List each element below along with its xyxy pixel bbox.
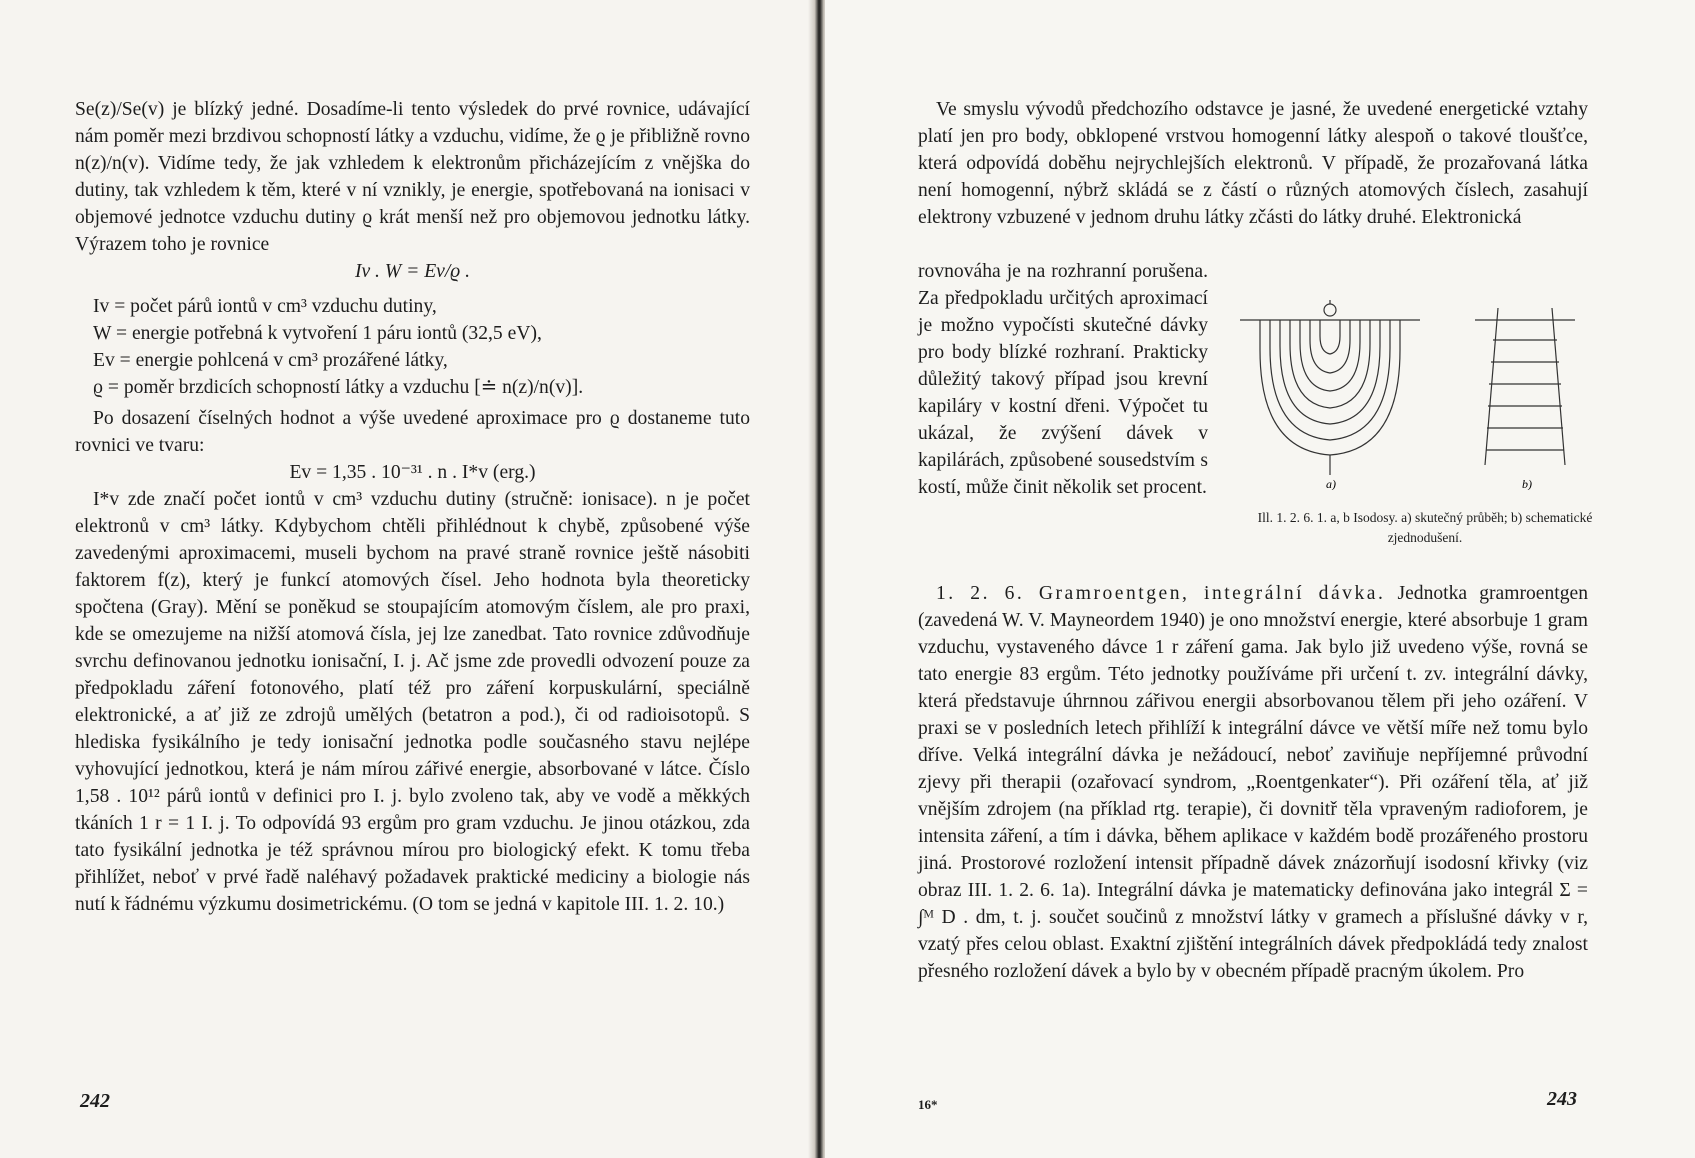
figure-label-a: a)	[1326, 477, 1336, 490]
isodose-panel-a	[1240, 300, 1420, 475]
figure-caption: Ill. 1. 2. 6. 1. a, b Isodosy. a) skutečný průběh; b) schematické zjednodušení.	[1257, 510, 1593, 545]
isodose-diagram	[1230, 300, 1615, 490]
left-page	[0, 0, 815, 1158]
left-paragraph-1: Se(z)/Se(v) je blízký jedné. Dosadíme-li tento výsledek do prvé rovnice, udávající nám poměr mezi brzdivou schopností látky a vzduchu, vidíme, že ϱ je přibližně rovno n(z)/n(v). Vidíme tedy, že jak vzhledem k elektronům přicházejícím z vnějška do dutiny, tak vzhledem k těm, které v ní vznikly, je energie, spotřebovaná na ionisaci v objemové jednotce vzduchu dutiny ϱ krát menší než pro objemovou jednotku látky. Výrazem toho je rovnice	[75, 99, 750, 255]
right-paragraph-1: Ve smyslu vývodů předchozího odstavce je jasné, že uvedené energetické vztahy platí jen pro body, obklopené vrstvou homogenní látky alespoň o takové tloušťce, která odpovídá doběhu nejrychlejších elektronů. V případě, že prozařovaná látka není homogenní, nýbrž skládá se z částí o různých atomových číslech, zasahují elektrony vzbuzené v jednom druhu látky zčásti do látky druhé. Elektronická	[918, 99, 1588, 228]
page-number-right: 243	[1547, 1088, 1577, 1110]
right-paragraph-2	[918, 580, 1588, 985]
page-number-left: 242	[80, 1090, 110, 1112]
right-paragraph-2-body: Jednotka gramroentgen (zavedená W. V. Mayneordem 1940) je ono množství energie, které absorbuje 1 gram vzduchu, vystaveného dávce 1 r záření gama. Jak bylo již uvedeno výše, rovná se tato energie 83 ergům. Této jednotky používáme při určení t. zv. integrální dávky, která představuje úhrnnou zářivou energii absorbovanou tělem při jeho ozáření. V praxi se v posledních letech přihlíží k integrální dávce ve větší míře než tomu bylo dříve. Velká integrální dávka je nežádoucí, neboť zaviňuje nepříjemné průvodní zjevy při therapii (ozařovací syndrom, „Roentgenkater“). Při ozáření těla, ať již vnějším zdrojem (na příklad rtg. terapie), či dovnitř těla vpraveným radioforem, je intensita záření, a tím i dávka, během aplikace v každém bodě prozářeného prostoru jiná. Prostorové rozložení intensit případně dávek znázorňují isodosní křivky (viz obraz III. 1. 2. 6. 1a). Integrální dávka je matematicky definována jako integrál Σ = ∫ᴹ D . dm, t. j. součet součinů z množství látky v gramech a příslušné dávky v r, vzatý přes celou oblast. Exaktní zjištění integrálních dávek předpokládá tedy znalost přesného rozložení dávek a bylo by v obecném případě pracným úkolem. Pro	[918, 583, 1588, 982]
left-paragraph-3: I*v zde značí počet iontů v cm³ vzduchu dutiny (stručně: ionisace). n je počet elektronů v cm³ látky. Kdybychom chtěli přihlédnout k chybě, způsobené výše zavedenými aproximacemi, museli bychom na pravé straně rovnice ještě násobiti faktorem f(z), který je funkcí atomových čísel. Jeho hodnota byla theoreticky spočtena (Gray). Mění se poněkud se stoupajícím atomovým číslem, ale pro praxi, kde se omezujeme na nižší atomová čísla, jej lze zanedbat. Tato rovnice zdůvodňuje svrchu definovanou jednotku ionisační, I. j. Ač jsme zde provedli odvození pouze za předpokladu záření fotonového, platí též pro záření korpuskulární, speciálně elektronické, a ať již ze zdrojů umělých (betatron a pod.), či od radioisotopů. S hlediska fysikálního je tedy ionisační jednotka podle současného stavu nejlépe vyhovující jednotkou, která je nám mírou zářivé energie, absorbované v látce. Číslo 1,58 . 10¹² párů iontů v definici pro I. j. bylo zvoleno tak, aby ve vodě a měkkých tkáních 1 r = 1 I. j. To odpovídá 93 ergům pro gram vzduchu. Je jinou otázkou, zda tato fysikální jednotka je též správnou mírou pro biologický efekt. K tomu třeba přihlížet, neboť v prvé řadě naléhavý požadavek praktické mediciny a biologie nás nutí k řádnému výzkumu dosimetrickému. (O tom se jedná v kapitole III. 1. 2. 10.)	[75, 489, 750, 915]
right-page	[825, 0, 1695, 1158]
left-page-text	[75, 96, 750, 918]
definition-w: W = energie potřebná k vytvoření 1 páru iontů (32,5 eV),	[93, 323, 542, 344]
isodose-figure	[1230, 300, 1615, 490]
definition-iv: Iv = počet párů iontů v cm³ vzduchu dutiny,	[93, 296, 437, 317]
equation-1: Iv . W = Ev/ϱ .	[354, 261, 471, 282]
equation-2: Ev = 1,35 . 10⁻³¹ . n . I*v (erg.)	[289, 462, 536, 483]
left-paragraph-2: Po dosazení číselných hodnot a výše uvedené aproximace pro ϱ dostaneme tuto rovnici ve tvaru:	[75, 408, 750, 456]
right-section	[918, 580, 1588, 985]
right-paragraph-1-wrap: rovnováha je na rozhranní porušena. Za předpokladu určitých aproximací je možno vypočísti skutečné dávky pro body blízké rozhraní. Prakticky důležitý takový případ jsou krevní kapiláry v kostní dřeni. Výpočet tu ukázal, že zvýšení dávek v kapilárách, způsobené sousedstvím s kostí, může činit několik set procent.	[918, 261, 1208, 498]
definition-ev: Ev = energie pohlcená v cm³ prozářené látky,	[93, 350, 448, 371]
figure-label-b: b)	[1522, 477, 1532, 490]
signature-mark: 16*	[918, 1097, 938, 1112]
definition-rho: ϱ = poměr brzdicích schopností látky a vzduchu [≐ n(z)/n(v)].	[93, 377, 584, 398]
isodose-panel-b	[1475, 308, 1575, 465]
definition-list	[93, 293, 750, 401]
section-heading: 1. 2. 6. Gramroentgen, integrální dávka.	[936, 583, 1386, 604]
